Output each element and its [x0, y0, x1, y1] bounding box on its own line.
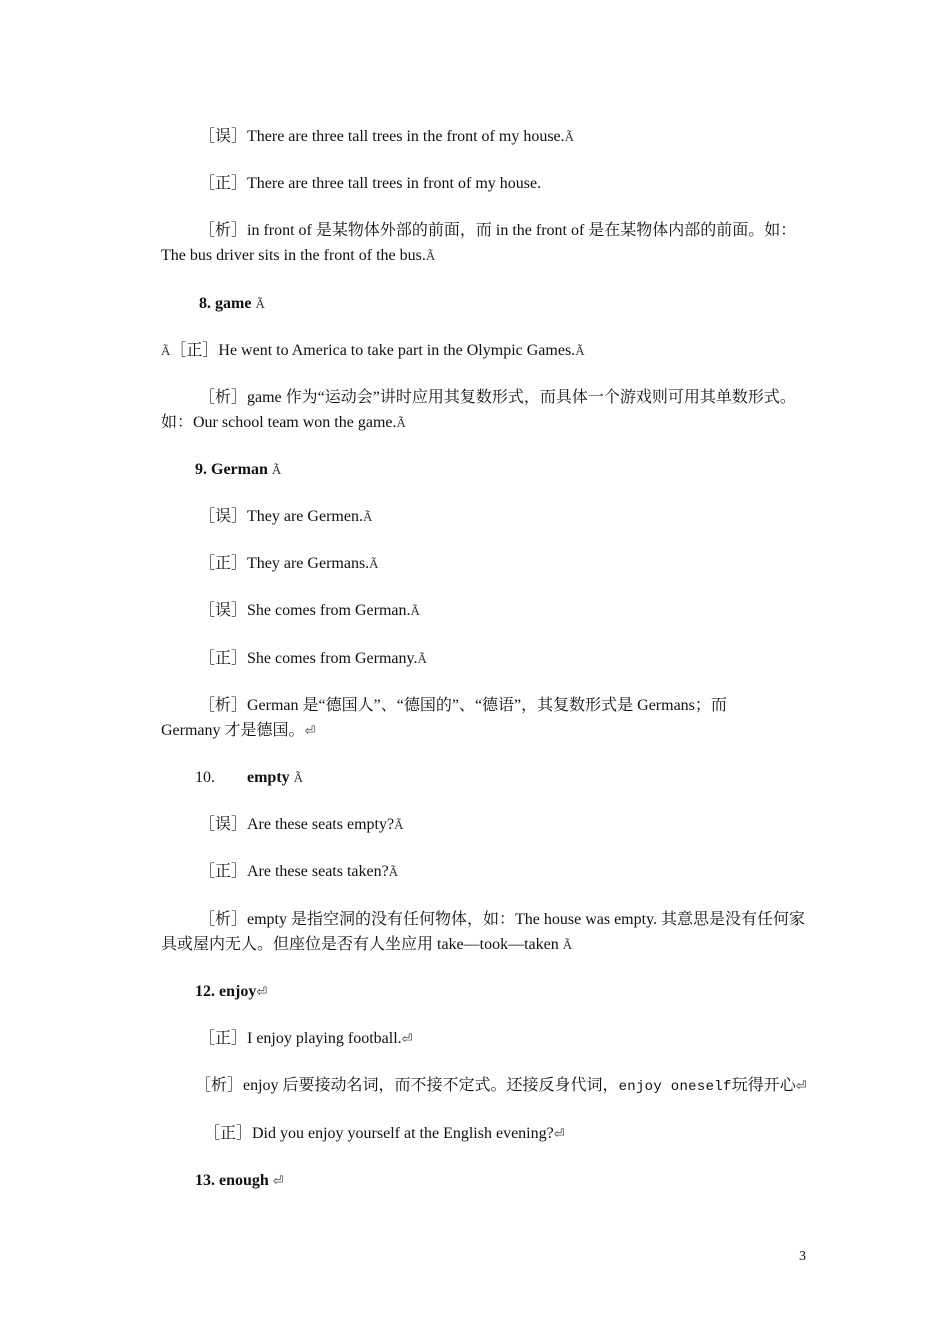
- heading-text: 12. enjoy: [195, 983, 257, 1000]
- text: ［误］There are three tall trees in the front of my house.: [199, 128, 565, 145]
- heading-enough: [195, 1171, 284, 1191]
- wrong-example-empty: [199, 815, 403, 835]
- text: ［析］game 作为“运动会”讲时应用其复数形式，而具体一个游戏则可用其单数形式。: [199, 389, 796, 406]
- text: ［析］in front of 是某物体外部的前面，而 in the front of 是在某物体内部的前面。如：: [199, 222, 797, 239]
- paragraph-mark: Ã: [161, 343, 171, 358]
- correct-example-front-of: [199, 174, 541, 194]
- paragraph-mark: Ã: [410, 603, 420, 618]
- text: Germany 才是德国。: [161, 722, 305, 739]
- text: ［误］She comes from German.: [199, 602, 411, 619]
- text: ［析］German 是“德国人”、“德国的”、“德语”，其复数形式是 Germans；而: [199, 697, 727, 714]
- analysis-front-of-line2: [161, 246, 435, 266]
- analysis-empty-line2: [161, 935, 572, 955]
- text: 具或屋内无人。但座位是否有人坐应用 take—took—taken: [161, 936, 559, 953]
- text: The bus driver sits in the front of the bus.: [161, 247, 426, 264]
- text: ［正］I enjoy playing football.: [199, 1030, 402, 1047]
- heading-text: 9. German: [195, 461, 268, 478]
- text: ［误］They are Germen.: [199, 508, 363, 525]
- paragraph-mark: Ã: [564, 129, 575, 144]
- analysis-german-line2: [161, 721, 315, 741]
- heading-text: 8. game: [199, 295, 252, 312]
- code-text: enjoy oneself: [618, 1079, 732, 1095]
- analysis-game-line2: [161, 413, 406, 433]
- line-break-mark: ⏎: [401, 1031, 413, 1046]
- correct-example-enjoy-playing: [199, 1029, 413, 1049]
- paragraph-mark: Ã: [293, 770, 304, 785]
- heading-german: [195, 460, 281, 480]
- line-break-mark: ⏎: [795, 1078, 807, 1093]
- text: ［正］Are these seats taken?: [199, 863, 389, 880]
- analysis-game-line1: [199, 388, 796, 408]
- text: ［析］enjoy 后要接动名词，而不接不定式。还接反身代词，: [195, 1077, 619, 1094]
- paragraph-mark: Ã: [362, 509, 373, 524]
- correct-example-germany: [199, 649, 427, 669]
- wrong-example-german: [199, 601, 420, 621]
- analysis-empty-line1: [199, 910, 805, 930]
- paragraph-mark: Ã: [417, 651, 427, 666]
- text: ［析］empty 是指空洞的没有任何物体，如：The house was empty. 其意思是没有任何家: [199, 911, 806, 928]
- paragraph-mark: Ã: [396, 415, 406, 430]
- correct-example-taken: [199, 862, 398, 882]
- page-number: 3: [799, 1249, 806, 1264]
- wrong-example-front-of: [199, 127, 574, 147]
- correct-example-enjoy-yourself: [204, 1124, 565, 1144]
- paragraph-mark: Ã: [369, 556, 379, 571]
- correct-example-game: [161, 341, 585, 361]
- wrong-example-germen: [199, 507, 372, 527]
- paragraph-mark: Ã: [575, 343, 585, 358]
- text: 如：Our school team won the game.: [161, 414, 397, 431]
- text: ［正］There are three tall trees in front of my house.: [199, 175, 542, 192]
- heading-text: empty: [247, 769, 290, 786]
- paragraph-mark: Ã: [255, 296, 265, 311]
- paragraph-mark: Ã: [394, 817, 404, 832]
- line-break-mark: ⏎: [272, 1173, 284, 1188]
- line-break-mark: ⏎: [553, 1126, 565, 1141]
- text: ［误］Are these seats empty?: [199, 816, 395, 833]
- correct-example-germans: [199, 554, 379, 574]
- paragraph-mark: Ã: [388, 864, 399, 879]
- heading-enjoy: [195, 982, 267, 1002]
- text: ［正］She comes from Germany.: [199, 650, 418, 667]
- text: ［正］He went to America to take part in the Olympic Games.: [170, 342, 576, 359]
- heading-empty: [195, 768, 303, 788]
- heading-game: [199, 294, 265, 314]
- analysis-front-of-line1: [199, 221, 796, 241]
- heading-text: 13. enough: [195, 1172, 269, 1189]
- analysis-enjoy: [195, 1076, 807, 1097]
- paragraph-mark: Ã: [425, 248, 436, 263]
- analysis-german-line1: [199, 696, 727, 716]
- line-break-mark: ⏎: [256, 984, 268, 999]
- text: ［正］Did you enjoy yourself at the English evening?: [204, 1125, 554, 1142]
- paragraph-mark: Ã: [562, 937, 573, 952]
- line-break-mark: ⏎: [304, 723, 316, 738]
- paragraph-mark: Ã: [271, 462, 282, 477]
- heading-number: 10.: [195, 769, 215, 786]
- text: 玩得开心: [731, 1077, 796, 1094]
- text: ［正］They are Germans.: [199, 555, 370, 572]
